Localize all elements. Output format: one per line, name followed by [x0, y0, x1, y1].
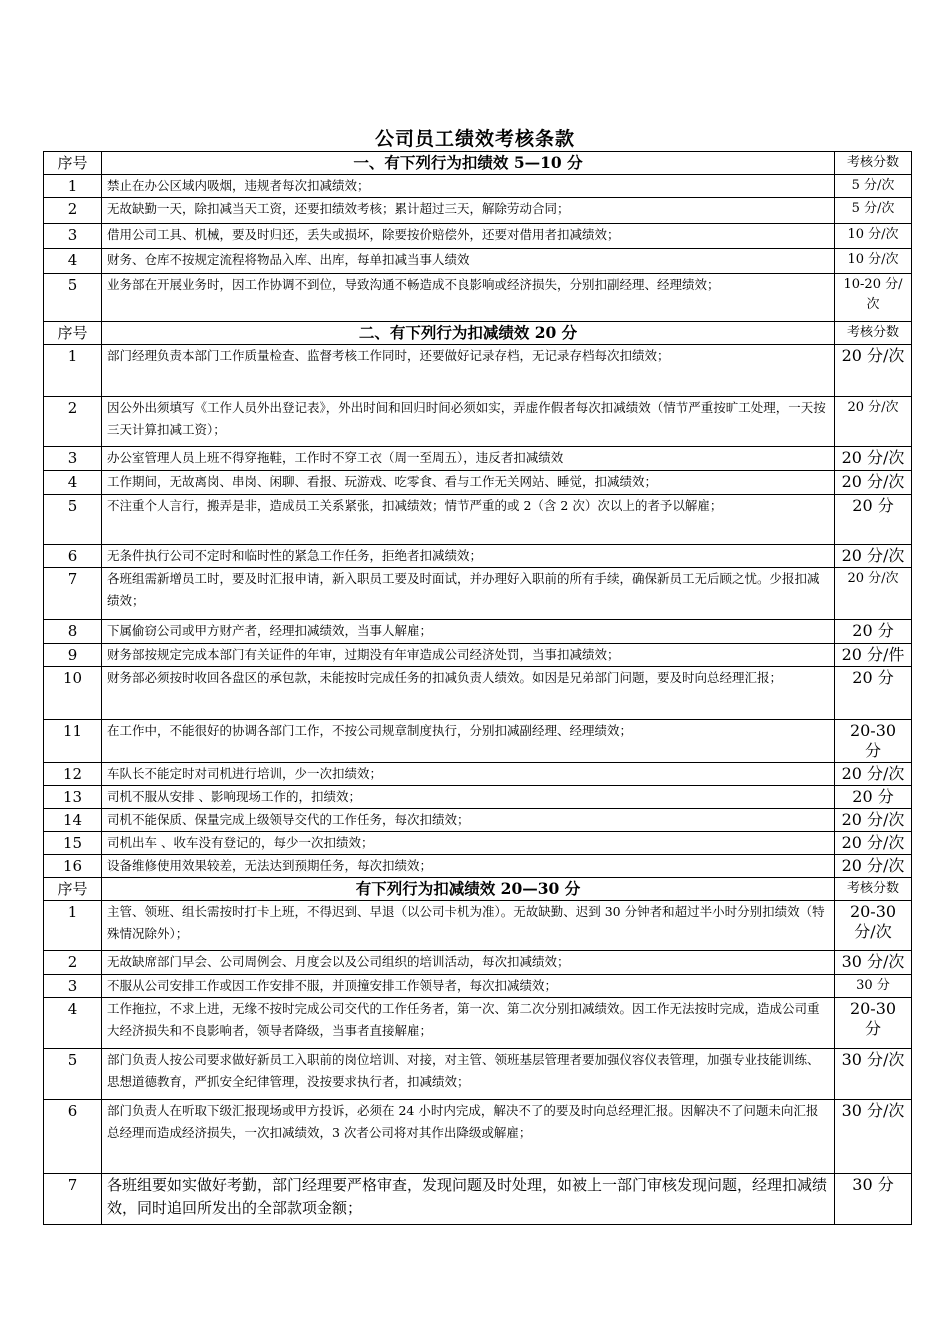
section-header	[44, 878, 912, 901]
assessment-table	[43, 151, 912, 1225]
header-score: 考核分数	[835, 322, 912, 345]
table-row	[44, 951, 912, 975]
score-value: 20 分/次	[835, 471, 912, 495]
score-value: 30 分/次	[835, 1100, 912, 1174]
rule-text: 财务部按规定完成本部门有关证件的年审，过期没有年审造成公司经济处罚，当事扣减绩效；	[102, 644, 835, 667]
score-value: 30 分	[835, 975, 912, 998]
section-header	[44, 322, 912, 345]
rule-text: 部门经理负责本部门工作质量检查、监督考核工作同时，还要做好记录存档，无记录存档每次扣绩效；	[102, 345, 835, 397]
table-row	[44, 397, 912, 447]
row-no: 6	[44, 1100, 102, 1174]
table-row	[44, 644, 912, 667]
score-value: 20 分/件	[835, 644, 912, 667]
row-no: 1	[44, 901, 102, 951]
score-value: 30 分	[835, 1174, 912, 1225]
rule-text: 部门负责人按公司要求做好新员工入职前的岗位培训、对接，对主管、领班基层管理者要加强仪容仪表管理，加强专业技能训练、思想道德教育，严抓安全纪律管理，没按要求执行者，扣减绩效；	[102, 1049, 835, 1100]
rule-text: 不服从公司安排工作或因工作安排不服，并顶撞安排工作领导者，每次扣减绩效；	[102, 975, 835, 998]
row-no: 12	[44, 763, 102, 786]
row-no: 15	[44, 832, 102, 855]
table-row	[44, 620, 912, 644]
score-value: 30 分/次	[835, 951, 912, 975]
section-title: 二、有下列行为扣减绩效 20 分	[102, 322, 835, 345]
header-score: 考核分数	[835, 152, 912, 175]
rule-text: 业务部在开展业务时，因工作协调不到位，导致沟通不畅造成不良影响或经济损失，分别扣副经理、经理绩效；	[102, 274, 835, 322]
score-value: 20 分/次	[835, 855, 912, 878]
table-row	[44, 998, 912, 1049]
score-value: 20 分	[835, 620, 912, 644]
rule-text: 无故缺席部门早会、公司周例会、月度会以及公司组织的培训活动，每次扣减绩效；	[102, 951, 835, 975]
rule-text: 部门负责人在听取下级汇报现场或甲方投诉，必须在 24 小时内完成，解决不了的要及时向总经理汇报。因解决不了问题未向汇报总经理而造成经济损失，一次扣减绩效，3 次者公司将对其作出降级或解雇；	[102, 1100, 835, 1174]
score-value: 10 分/次	[835, 249, 912, 274]
row-no: 1	[44, 175, 102, 198]
table-row	[44, 198, 912, 224]
score-value: 30 分/次	[835, 1049, 912, 1100]
score-value: 10 分/次	[835, 224, 912, 249]
rule-text: 财务、仓库不按规定流程将物品入库、出库，每单扣减当事人绩效	[102, 249, 835, 274]
score-value: 20-30 分	[835, 998, 912, 1049]
rule-text: 财务部必须按时收回各盘区的承包款，未能按时完成任务的扣减负责人绩效。如因是兄弟部门问题，要及时向总经理汇报；	[102, 667, 835, 720]
table-row	[44, 471, 912, 495]
rule-text: 因公外出须填写《工作人员外出登记表》，外出时间和回归时间必须如实，弄虚作假者每次扣减绩效（情节严重按旷工处理，一天按三天计算扣减工资）；	[102, 397, 835, 447]
score-value: 20 分/次	[835, 832, 912, 855]
rule-text: 无故缺勤一天，除扣减当天工资，还要扣绩效考核；累计超过三天，解除劳动合同；	[102, 198, 835, 224]
rule-text: 下属偷窃公司或甲方财产者，经理扣减绩效，当事人解雇；	[102, 620, 835, 644]
row-no: 3	[44, 447, 102, 471]
table-row	[44, 975, 912, 998]
table-row	[44, 1100, 912, 1174]
table-row	[44, 786, 912, 809]
row-no: 3	[44, 224, 102, 249]
rule-text: 在工作中，不能很好的协调各部门工作，不按公司规章制度执行，分别扣减副经理、经理绩效；	[102, 720, 835, 763]
rule-text: 借用公司工具、机械，要及时归还，丢失或损坏，除要按价赔偿外，还要对借用者扣减绩效；	[102, 224, 835, 249]
table-row	[44, 545, 912, 568]
header-no: 序号	[44, 152, 102, 175]
table-row	[44, 224, 912, 249]
header-no: 序号	[44, 322, 102, 345]
score-value: 20 分/次	[835, 568, 912, 620]
rule-text: 不注重个人言行，搬弄是非，造成员工关系紧张，扣减绩效；情节严重的或 2（含 2 次）次以上的者予以解雇；	[102, 495, 835, 545]
row-no: 10	[44, 667, 102, 720]
row-no: 4	[44, 471, 102, 495]
row-no: 3	[44, 975, 102, 998]
rule-text: 设备维修使用效果较差，无法达到预期任务，每次扣绩效；	[102, 855, 835, 878]
table-row	[44, 763, 912, 786]
table-row	[44, 447, 912, 471]
score-value: 10-20 分/次	[835, 274, 912, 322]
rule-text: 主管、领班、组长需按时打卡上班，不得迟到、早退（以公司卡机为准）。无故缺勤、迟到 30 分钟者和超过半小时分别扣绩效（特殊情况除外）；	[102, 901, 835, 951]
row-no: 5	[44, 495, 102, 545]
rule-text: 各班组需新增员工时，要及时汇报申请，新入职员工要及时面试，并办理好入职前的所有手续，确保新员工无后顾之忧。少报扣减绩效；	[102, 568, 835, 620]
row-no: 5	[44, 1049, 102, 1100]
row-no: 2	[44, 198, 102, 224]
rule-text: 无条件执行公司不定时和临时性的紧急工作任务，拒绝者扣减绩效；	[102, 545, 835, 568]
score-value: 20-30 分	[835, 720, 912, 763]
rule-text: 司机出车 、收车没有登记的，每少一次扣绩效；	[102, 832, 835, 855]
row-no: 7	[44, 1174, 102, 1225]
row-no: 4	[44, 249, 102, 274]
section-title: 有下列行为扣减绩效 20—30 分	[102, 878, 835, 901]
score-value: 20 分/次	[835, 809, 912, 832]
score-value: 20 分	[835, 786, 912, 809]
row-no: 2	[44, 397, 102, 447]
rule-text: 禁止在办公区域内吸烟，违规者每次扣减绩效；	[102, 175, 835, 198]
score-value: 20 分	[835, 667, 912, 720]
assessment-table-body	[44, 152, 912, 1225]
row-no: 1	[44, 345, 102, 397]
rule-text: 办公室管理人员上班不得穿拖鞋，工作时不穿工衣（周一至周五），违反者扣减绩效	[102, 447, 835, 471]
header-score: 考核分数	[835, 878, 912, 901]
rule-text: 工作拖拉，不求上进，无缘不按时完成公司交代的工作任务者，第一次、第二次分别扣减绩效。因工作无法按时完成，造成公司重大经济损失和不良影响者，领导者降级，当事者直接解雇；	[102, 998, 835, 1049]
row-no: 2	[44, 951, 102, 975]
section-header	[44, 152, 912, 175]
table-row	[44, 495, 912, 545]
table-row	[44, 667, 912, 720]
score-value: 20 分/次	[835, 763, 912, 786]
row-no: 4	[44, 998, 102, 1049]
row-no: 14	[44, 809, 102, 832]
score-value: 20 分/次	[835, 447, 912, 471]
row-no: 7	[44, 568, 102, 620]
score-value: 20 分/次	[835, 397, 912, 447]
header-no: 序号	[44, 878, 102, 901]
table-row	[44, 901, 912, 951]
table-row	[44, 1049, 912, 1100]
table-row	[44, 720, 912, 763]
page-title: 公司员工绩效考核条款	[374, 128, 575, 150]
rule-text: 工作期间，无故离岗、串岗、闲聊、看报、玩游戏、吃零食、看与工作无关网站、睡觉，扣减绩效；	[102, 471, 835, 495]
row-no: 16	[44, 855, 102, 878]
rule-text: 司机不能保质、保量完成上级领导交代的工作任务，每次扣绩效；	[102, 809, 835, 832]
score-value: 20-30 分/次	[835, 901, 912, 951]
table-row	[44, 175, 912, 198]
row-no: 13	[44, 786, 102, 809]
score-value: 20 分/次	[835, 545, 912, 568]
rule-text: 司机不服从安排 、影响现场工作的，扣绩效；	[102, 786, 835, 809]
section-title: 一、有下列行为扣绩效 5—10 分	[102, 152, 835, 175]
rule-text: 车队长不能定时对司机进行培训，少一次扣绩效；	[102, 763, 835, 786]
table-row	[44, 832, 912, 855]
table-row	[44, 855, 912, 878]
score-value: 20 分	[835, 495, 912, 545]
rule-text: 各班组要如实做好考勤，部门经理要严格审查，发现问题及时处理，如被上一部门审核发现问题，经理扣减绩效，同时追回所发出的全部款项金额；	[102, 1174, 835, 1225]
table-row	[44, 345, 912, 397]
row-no: 6	[44, 545, 102, 568]
row-no: 5	[44, 274, 102, 322]
score-value: 5 分/次	[835, 198, 912, 224]
table-row	[44, 809, 912, 832]
table-row	[44, 274, 912, 322]
table-row	[44, 1174, 912, 1225]
table-row	[44, 249, 912, 274]
row-no: 8	[44, 620, 102, 644]
row-no: 9	[44, 644, 102, 667]
row-no: 11	[44, 720, 102, 763]
score-value: 5 分/次	[835, 175, 912, 198]
table-row	[44, 568, 912, 620]
score-value: 20 分/次	[835, 345, 912, 397]
